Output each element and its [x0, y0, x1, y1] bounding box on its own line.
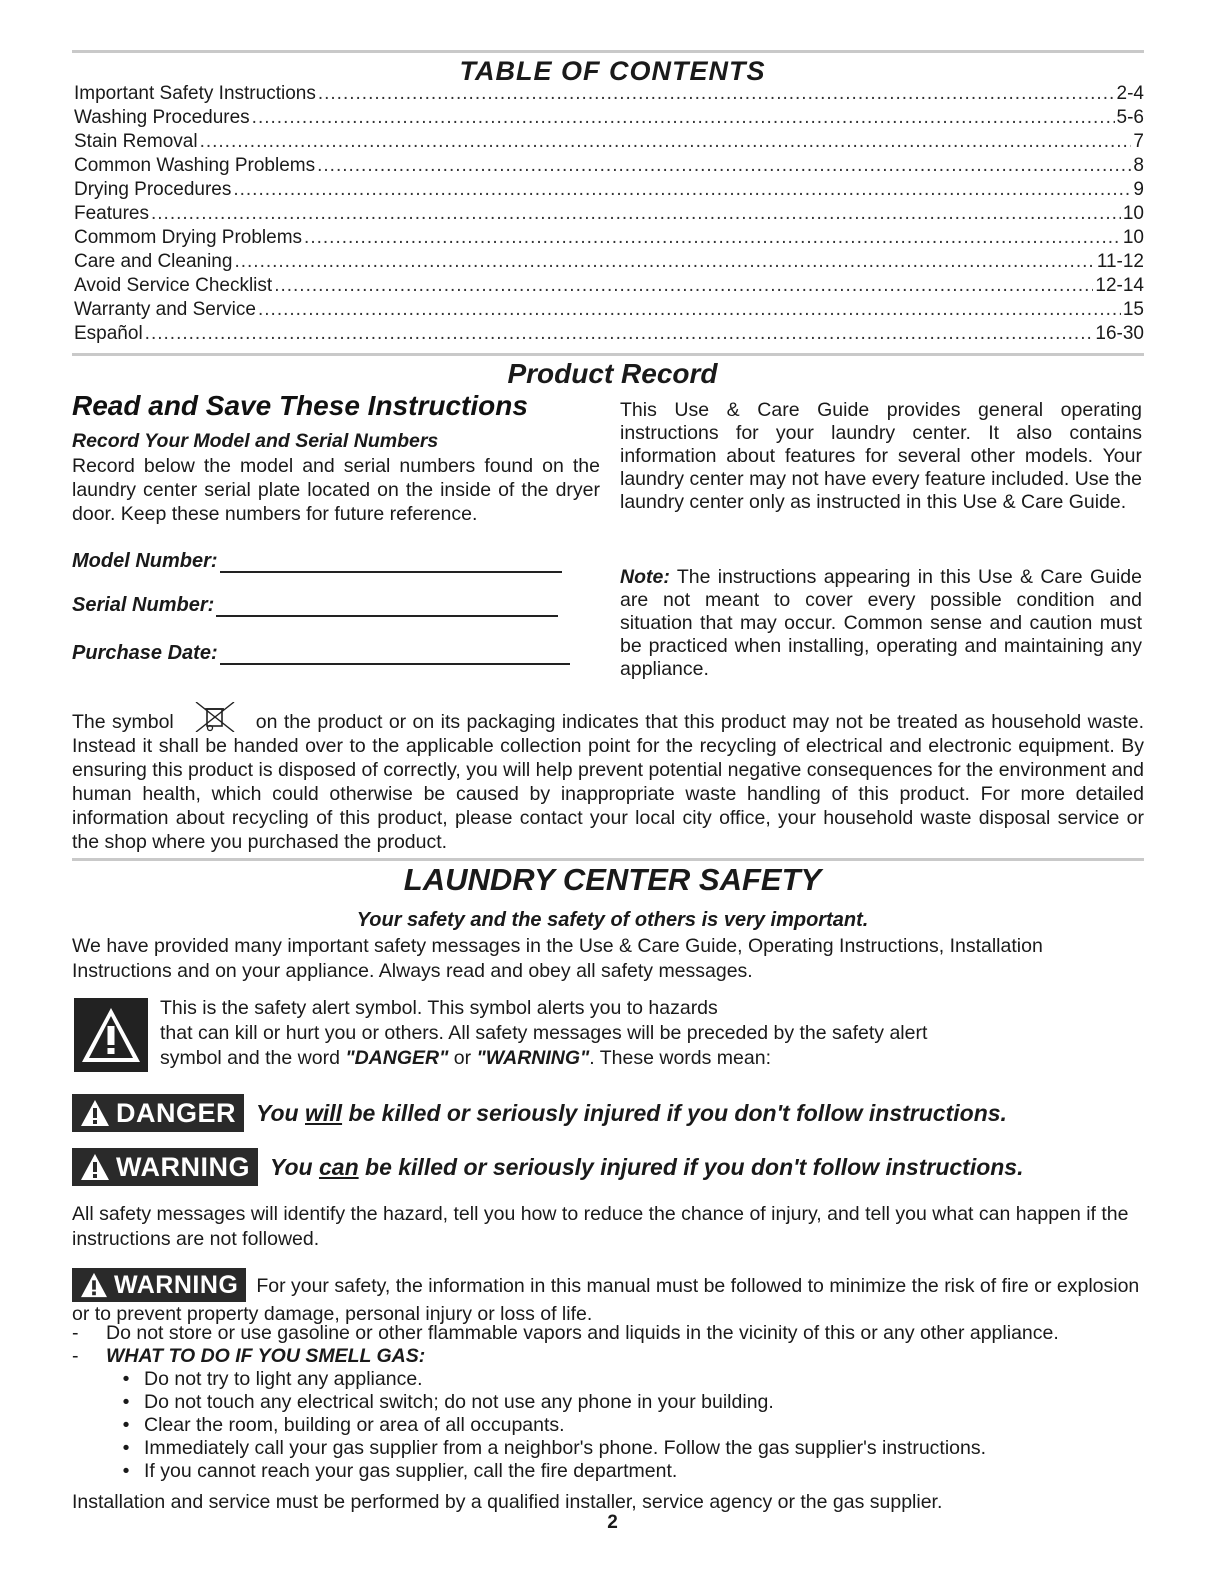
- divider: [72, 858, 1144, 861]
- note-text: The instructions appearing in this Use & Care Guide are not meant to cover every possible condition and situation that may occur. Common sense and caution must be practiced when installing, operating and maintaining any appliance.: [620, 566, 1142, 680]
- bullet-icon: •: [122, 1368, 130, 1390]
- bullet-icon: •: [122, 1391, 130, 1413]
- toc-leader-dots: [318, 82, 1115, 106]
- safety-alert-triangle-icon: [80, 1153, 110, 1181]
- danger-banner: [72, 1094, 244, 1132]
- fire-warning-text: For your safety, the information in this manual must be followed to minimize the risk of fire or explosion or to prevent property damage, personal injury or loss of life.: [72, 1275, 1140, 1325]
- crossed-out-wheelie-bin-icon: [188, 702, 242, 732]
- installation-note: Installation and service must be performed by a qualified installer, service agency or the gas supplier.: [72, 1491, 943, 1513]
- fire-warning-paragraph: [72, 1268, 1144, 1327]
- toc-entry-label: Commom Drying Problems: [74, 227, 303, 248]
- page-number: 2: [607, 1512, 618, 1533]
- danger-message: You will be killed or seriously injured if you don't follow instructions.: [256, 1099, 1007, 1126]
- toc-entry-label: Care and Cleaning: [74, 251, 233, 272]
- toc-entry-page: 10: [1122, 203, 1144, 224]
- recycling-paragraph: [72, 702, 1144, 854]
- list-item: • Clear the room, building or area of all occupants.: [72, 1414, 1144, 1437]
- gas-instructions: [72, 1322, 1144, 1483]
- alert-line-2: that can kill or hurt you or others. All safety messages will be preceded by the safety alert: [160, 1022, 928, 1044]
- warning-word: "WARNING": [476, 1047, 590, 1069]
- safety-messages-explanation: All safety messages will identify the hazard, tell you how to reduce the chance of injury, and tell you what can happen if the instructions are not followed.: [72, 1203, 1129, 1250]
- warning-message: You can be killed or seriously injured if you don't follow instructions.: [270, 1153, 1024, 1180]
- symbol-text-before: The symbol: [72, 711, 174, 733]
- toc-leader-dots: [233, 178, 1131, 202]
- safety-title: LAUNDRY CENTER SAFETY: [403, 862, 822, 897]
- safety-alert-triangle-icon: [80, 1099, 110, 1127]
- bullet-icon: •: [122, 1414, 130, 1436]
- toc-entry[interactable]: [74, 298, 1144, 322]
- toc-entry-page: 8: [1133, 155, 1144, 176]
- toc-entry[interactable]: [74, 106, 1144, 130]
- warning-label: WARNING: [116, 1151, 250, 1182]
- toc-leader-dots: [304, 226, 1121, 250]
- list-item: - Do not store or use gasoline or other flammable vapors and liquids in the vicinity of this or any other appliance.: [72, 1322, 1059, 1344]
- toc-entry[interactable]: [74, 322, 1144, 346]
- toc-entry-label: Warranty and Service: [74, 299, 256, 320]
- gas-heading: WHAT TO DO IF YOU SMELL GAS:: [106, 1345, 426, 1367]
- symbol-text-after: on the product or on its packaging indicates that this product may not be treated as household waste. Instead it shall be handed over to the applicable collection point for the recycling of electrical and electronic equipment. By ensuring this product is disposed of correctly, you will help prevent potential negative consequences for the environment and human health, which could otherwise be caused by inappropriate waste handling of this product. For more detailed information about recycling of this product, please contact your local city office, your household waste disposal service or the shop where you purchased the product.: [72, 711, 1144, 853]
- toc-entry[interactable]: [74, 82, 1144, 106]
- list-item: • Do not touch any electrical switch; do not use any phone in your building.: [72, 1391, 1144, 1414]
- toc-entry-page: 12-14: [1095, 275, 1144, 296]
- toc-leader-dots: [252, 106, 1115, 130]
- toc-entry-label: Common Washing Problems: [74, 155, 316, 176]
- safety-alert-icon: [74, 998, 148, 1072]
- toc-leader-dots: [151, 202, 1121, 226]
- toc-entry-label: Drying Procedures: [74, 179, 232, 200]
- danger-label: DANGER: [116, 1097, 237, 1128]
- alert-line-1: This is the safety alert symbol. This symbol alerts you to hazards: [160, 997, 718, 1019]
- model-number-field[interactable]: [72, 550, 562, 573]
- bullet-icon: •: [122, 1460, 130, 1482]
- alert-line-3: symbol and the word "DANGER" or "WARNING". These words mean:: [160, 1047, 772, 1069]
- toc-leader-dots: [317, 154, 1131, 178]
- danger-row: [72, 1094, 1007, 1132]
- list-item: • If you cannot reach your gas supplier, call the fire department.: [72, 1460, 1144, 1483]
- serial-number-field[interactable]: [72, 594, 558, 617]
- read-save-heading: Read and Save These Instructions: [72, 390, 528, 421]
- record-instructions: Record below the model and serial numbers found on the laundry center serial plate located on the inside of the dryer door. Keep these numbers for future reference.: [72, 455, 600, 525]
- warning-row: [72, 1148, 1024, 1186]
- list-item: - WHAT TO DO IF YOU SMELL GAS:: [72, 1345, 426, 1367]
- note-paragraph: [620, 566, 1142, 681]
- toc-entry[interactable]: [74, 130, 1144, 154]
- record-numbers-heading: Record Your Model and Serial Numbers: [72, 430, 439, 452]
- toc-entry-page: 11-12: [1096, 251, 1144, 272]
- warning-banner: [72, 1148, 258, 1186]
- toc-entry[interactable]: [74, 202, 1144, 226]
- toc-entry[interactable]: [74, 178, 1144, 202]
- guide-description: This Use & Care Guide provides general operating instructions for your laundry center. It also contains information about features for several other models. Your laundry center may not have every feature included. Use the laundry center only as instructed in this Use & Care Guide.: [620, 399, 1142, 513]
- toc-entry-label: Español: [74, 323, 143, 344]
- safety-intro: We have provided many important safety messages in the Use & Care Guide, Operating Instructions, Installation Instructions and on your appliance. Always read and obey all safety messages.: [72, 935, 1043, 982]
- toc-entry-page: 2-4: [1116, 83, 1144, 104]
- toc-title: TABLE OF CONTENTS: [459, 56, 766, 86]
- toc-entry-label: Features: [74, 203, 149, 224]
- purchase-date-label: Purchase Date:: [72, 642, 218, 664]
- warning-label: WARNING: [114, 1270, 239, 1299]
- gas-bullets: [72, 1368, 1144, 1483]
- model-number-line: [220, 553, 562, 573]
- toc-entry-page: 16-30: [1095, 323, 1144, 344]
- purchase-date-field[interactable]: [72, 642, 570, 665]
- toc-entry[interactable]: [74, 226, 1144, 250]
- toc-leader-dots: [200, 130, 1132, 154]
- divider: [72, 353, 1144, 356]
- toc-entry[interactable]: [74, 154, 1144, 178]
- safety-alert-triangle-icon: [80, 1272, 108, 1298]
- safety-subtitle: Your safety and the safety of others is very important.: [356, 909, 869, 931]
- toc-entry[interactable]: [74, 250, 1144, 274]
- model-number-label: Model Number:: [72, 550, 218, 572]
- toc-entry-label: Important Safety Instructions: [74, 83, 316, 104]
- toc-entry-page: 9: [1133, 179, 1144, 200]
- serial-number-label: Serial Number:: [72, 594, 215, 616]
- toc-entry-page: 7: [1133, 131, 1144, 152]
- toc-leader-dots: [258, 298, 1121, 322]
- toc-entry[interactable]: [74, 274, 1144, 298]
- safety-alert-explanation: [160, 996, 1060, 1071]
- toc-leader-dots: [274, 274, 1093, 298]
- toc-leader-dots: [145, 322, 1094, 346]
- toc-entry-label: Washing Procedures: [74, 107, 250, 128]
- bullet-icon: •: [122, 1437, 130, 1459]
- toc-entry-label: Stain Removal: [74, 131, 198, 152]
- warning-banner-small: [72, 1268, 246, 1302]
- toc-leader-dots: [234, 250, 1094, 274]
- list-item: • Do not try to light any appliance.: [72, 1368, 1144, 1391]
- purchase-date-line: [220, 645, 570, 665]
- toc-entry-label: Avoid Service Checklist: [74, 275, 273, 296]
- list-item: • Immediately call your gas supplier from a neighbor's phone. Follow the gas supplier's instructions.: [72, 1437, 1144, 1460]
- toc-entry-page: 15: [1122, 299, 1144, 320]
- divider: [72, 50, 1144, 53]
- product-record-title: Product Record: [507, 358, 718, 389]
- table-of-contents: [74, 82, 1144, 346]
- serial-number-line: [216, 597, 558, 617]
- note-label: Note:: [620, 566, 670, 588]
- toc-entry-page: 5-6: [1116, 107, 1144, 128]
- toc-entry-page: 10: [1122, 227, 1144, 248]
- danger-word: "DANGER": [345, 1047, 449, 1069]
